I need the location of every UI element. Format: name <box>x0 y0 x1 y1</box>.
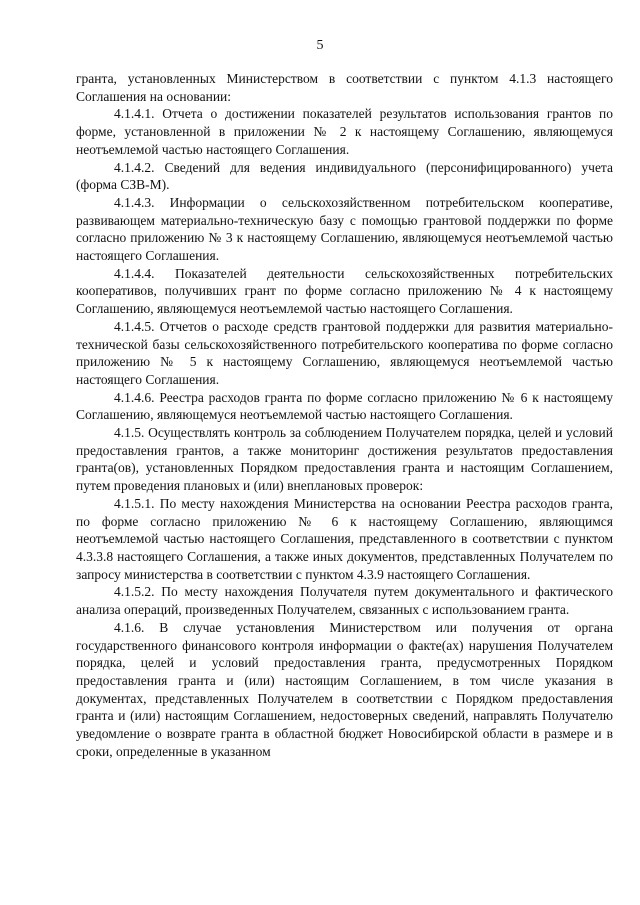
paragraph-4-1-6: 4.1.6. В случае установления Министерством или получения от органа государственного финансового контроля информации о факте(ах) нарушения Получателем порядка, целей и условий предоставления гранта, предусмотренных Порядком предоставления гранта и (или) настоящим Соглашением, в том числе указания в документах, представленных Получателем в соответствии с Порядком предоставления гранта и (или) настоящим Соглашением, недостоверных сведений, направлять Получателю уведомление о возврате гранта в областной бюджет Новосибирской области в размере и в сроки, определенные в указанном <box>76 619 613 759</box>
paragraph-4-1-4-6: 4.1.4.6. Реестра расходов гранта по форме согласно приложению № 6 к настоящему Соглашению, являющемуся неотъемлемой частью настоящего Соглашения. <box>76 389 613 423</box>
paragraph-4-1-5: 4.1.5. Осуществлять контроль за соблюдением Получателем порядка, целей и условий предоставления грантов, а также мониторинг достижения результатов предоставления гранта(ов), установленных Порядком предоставления гранта и настоящим Соглашением, путем проведения плановых и (или) внеплановых проверок: <box>76 425 613 494</box>
paragraph-4-1-5-2: 4.1.5.2. По месту нахождения Получателя путем документального и фактического анализа операций, произведенных Получателем, связанных с использованием гранта. <box>76 584 613 618</box>
paragraph-4-1-4-1: 4.1.4.1. Отчета о достижении показателей результатов использования грантов по форме, установленной в приложении № 2 к настоящему Соглашению, являющемуся неотъемлемой частью настоящего Соглашения. <box>76 106 613 157</box>
paragraph-4-1-4-5: 4.1.4.5. Отчетов о расходе средств грантовой поддержки для развития материально-технической базы сельскохозяйственного потребительского кооператива по форме согласно приложению № 5 к настоящему Соглашению, являющемуся неотъемлемой частью настоящего Соглашения. <box>76 318 613 387</box>
document-body <box>76 70 613 760</box>
paragraph-4-1-4-2: 4.1.4.2. Сведений для ведения индивидуального (персонифицированного) учета (форма СЗВ-М). <box>76 159 613 193</box>
paragraph-4-1-4-3: 4.1.4.3. Информации о сельскохозяйственном потребительском кооперативе, развивающем материально-техническую базу с помощью грантовой поддержки по форме согласно приложению № 3 к настоящему Соглашению, являющемуся неотъемлемой частью настоящего Соглашения. <box>76 194 613 264</box>
page-number: 5 <box>316 38 324 53</box>
paragraph-4-1-4-4: 4.1.4.4. Показателей деятельности сельскохозяйственных потребительских кооперативов, получивших грант по форме согласно приложению № 4 к настоящему Соглашению, являющемуся неотъемлемой частью настоящего Соглашения. <box>76 265 613 317</box>
paragraph-continuation: гранта, установленных Министерством в соответствии с пунктом 4.1.3 настоящего Соглашения на основании: <box>76 71 613 104</box>
paragraph-4-1-5-1: 4.1.5.1. По месту нахождения Министерства на основании Реестра расходов гранта, по форме согласно приложению № 6 к настоящему Соглашению, являющимся неотъемлемой частью настоящего Соглашения, представленного в соответствии с пунктом 4.3.3.8 настоящего Соглашения, а также иных документов, представленных Получателем по запросу министерства в соответствии с пунктом 4.3.9 настоящего Соглашения. <box>76 495 613 582</box>
